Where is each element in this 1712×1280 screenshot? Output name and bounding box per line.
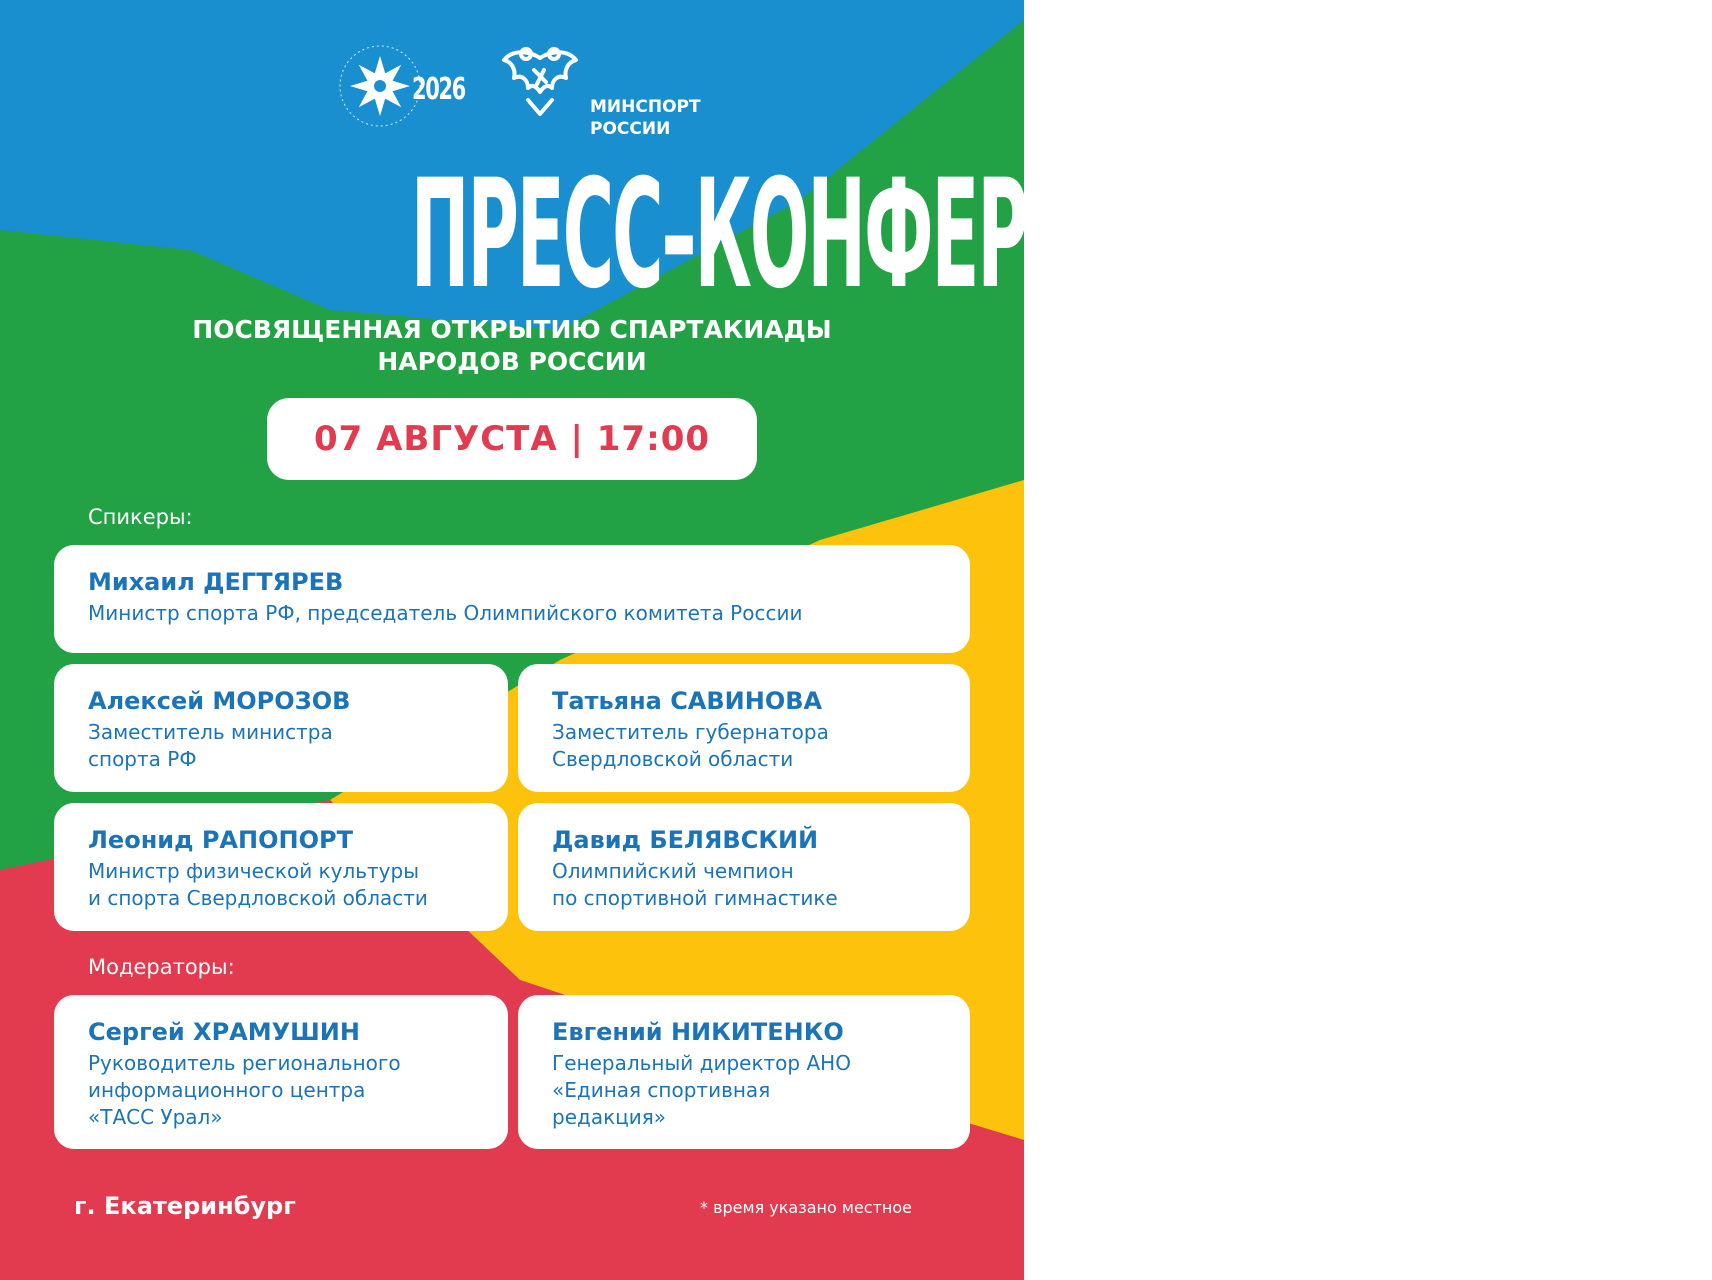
speaker-role bbox=[88, 858, 488, 912]
moderator-name: Сергей ХРАМУШИН bbox=[88, 1018, 360, 1046]
double-headed-eagle-icon bbox=[498, 40, 582, 120]
speakers-label: Спикеры: bbox=[88, 505, 193, 529]
speaker-role-line: спорта РФ bbox=[88, 747, 197, 771]
moderator-role-line: Генеральный директор АНО bbox=[552, 1051, 851, 1075]
moderator-role bbox=[88, 1050, 488, 1131]
moderator-role-line: редакция» bbox=[552, 1105, 667, 1129]
event-city: г. Екатеринбург bbox=[74, 1192, 296, 1220]
logo-bar bbox=[0, 36, 1024, 139]
speaker-card bbox=[54, 664, 508, 792]
moderator-role-line: Руководитель регионального bbox=[88, 1051, 401, 1075]
speaker-card bbox=[54, 545, 970, 653]
speaker-role-line: и спорта Свердловской области bbox=[88, 886, 428, 910]
ministry-line1: МИНСПОРТ bbox=[590, 97, 701, 117]
speaker-role bbox=[88, 600, 950, 627]
speaker-name: Алексей МОРОЗОВ bbox=[88, 687, 351, 715]
page-title-text: ПРЕСС–КОНФЕРЕНЦИЯ bbox=[410, 148, 1301, 322]
speaker-role-line: Заместитель губернатора bbox=[552, 720, 829, 744]
speaker-card bbox=[518, 803, 970, 931]
speaker-name: Давид БЕЛЯВСКИЙ bbox=[552, 826, 819, 854]
speaker-role-line: Олимпийский чемпион bbox=[552, 859, 794, 883]
moderators-label: Модераторы: bbox=[88, 955, 235, 979]
moderator-role-line: «ТАСС Урал» bbox=[88, 1105, 223, 1129]
moderator-role-line: «Единая спортивная bbox=[552, 1078, 771, 1102]
speaker-role-line: по спортивной гимнастике bbox=[552, 886, 838, 910]
moderator-role-line: информационного центра bbox=[88, 1078, 366, 1102]
speaker-card bbox=[518, 664, 970, 792]
speaker-role-line: Свердловской области bbox=[552, 747, 794, 771]
speaker-name: Татьяна САВИНОВА bbox=[552, 687, 823, 715]
subtitle-line2: НАРОДОВ РОССИИ bbox=[377, 347, 647, 376]
speaker-role-line: Министр спорта РФ, председатель Олимпийского комитета России bbox=[88, 601, 803, 625]
subtitle-line1: ПОСВЯЩЕННАЯ ОТКРЫТИЮ СПАРТАКИАДЫ bbox=[192, 315, 832, 344]
speaker-role bbox=[552, 719, 950, 773]
speaker-name: Леонид РАПОПОРТ bbox=[88, 826, 353, 854]
moderator-card bbox=[518, 995, 970, 1149]
moderator-name: Евгений НИКИТЕНКО bbox=[552, 1018, 844, 1046]
speaker-role bbox=[88, 719, 488, 773]
moderator-role bbox=[552, 1050, 950, 1131]
time-note: * время указано местное bbox=[700, 1198, 913, 1217]
moderator-card bbox=[54, 995, 508, 1149]
ministry-line2: РОССИИ bbox=[590, 119, 671, 139]
speaker-role-line: Министр физической культуры bbox=[88, 859, 420, 883]
date-time-badge bbox=[267, 398, 757, 480]
speaker-card bbox=[54, 803, 508, 931]
spartakiad-year: 2026 bbox=[412, 72, 465, 107]
date-time-text: 07 АВГУСТА | 17:00 bbox=[313, 419, 711, 459]
event-subtitle bbox=[0, 314, 1024, 378]
speaker-role bbox=[552, 858, 950, 912]
page-title bbox=[0, 148, 1301, 322]
speaker-role-line: Заместитель министра bbox=[88, 720, 333, 744]
speaker-name: Михаил ДЕГТЯРЕВ bbox=[88, 568, 344, 596]
